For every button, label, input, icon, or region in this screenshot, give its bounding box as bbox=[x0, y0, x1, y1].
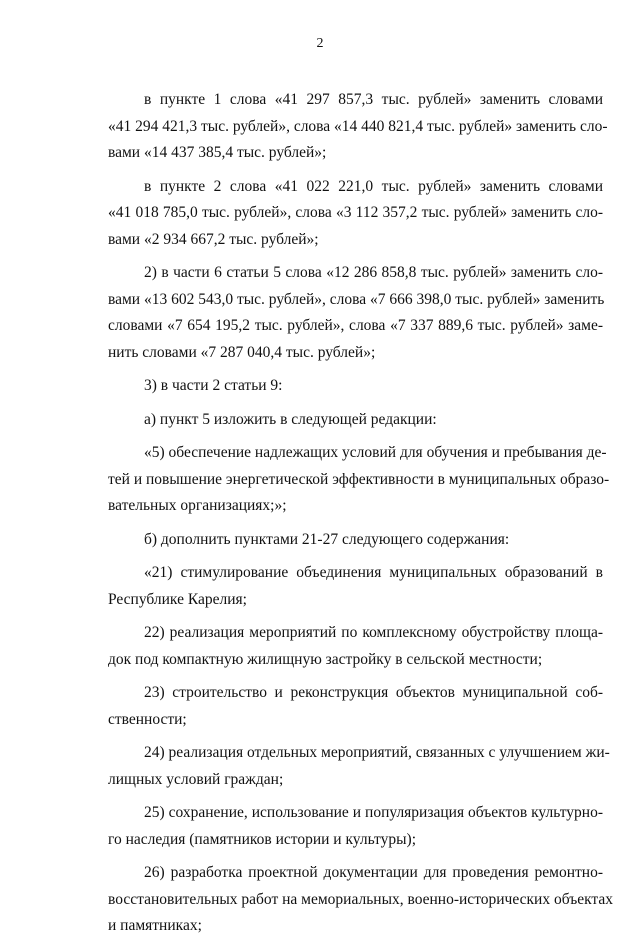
text-line: словами «7 654 195,2 тыс. рублей», слова «7 337 889,6 тыс. рублей» заме- bbox=[108, 317, 603, 334]
text-line: «21) стимулирование объединения муниципальных образований в bbox=[144, 564, 603, 581]
paragraph bbox=[108, 740, 610, 793]
text-line: «41 018 785,0 тыс. рублей», слова «3 112 357,2 тыс. рублей» заменить сло- bbox=[108, 204, 603, 221]
text-line: и памятниках; bbox=[108, 917, 202, 934]
paragraph bbox=[108, 407, 603, 434]
paragraph bbox=[108, 260, 603, 366]
text-line: в пункте 1 слова «41 297 857,3 тыс. рублей» заменить словами bbox=[144, 91, 603, 108]
text-line: лищных условий граждан; bbox=[108, 770, 284, 788]
text-line: восстановительных работ на мемориальных, военно-исторических объектах bbox=[108, 890, 614, 908]
text-line: вами «14 437 385,4 тыс. рублей»; bbox=[108, 144, 327, 161]
text-line: тей и повышение энергетической эффективности в муниципальных образо- bbox=[108, 470, 610, 488]
text-line: а) пункт 5 изложить в следующей редакции: bbox=[144, 410, 437, 428]
text-line: Республике Карелия; bbox=[108, 590, 247, 608]
text-line: вами «13 602 543,0 тыс. рублей», слова «7 666 398,0 тыс. рублей» заменить bbox=[108, 290, 605, 308]
text-line: нить словами «7 287 040,4 тыс. рублей»; bbox=[108, 343, 376, 361]
paragraph bbox=[108, 560, 603, 613]
text-line: 25) сохранение, использование и популяризация объектов культурно- bbox=[144, 804, 603, 821]
text-line: вательных организациях;»; bbox=[108, 497, 287, 514]
paragraph bbox=[108, 620, 603, 673]
text-line: 24) реализация отдельных мероприятий, связанных с улучшением жи- bbox=[144, 744, 610, 761]
text-line: го наследия (памятников истории и культуры); bbox=[108, 830, 416, 848]
text-line: ственности; bbox=[108, 710, 187, 728]
text-line: док под компактную жилищную застройку в сельской местности; bbox=[108, 650, 543, 668]
text-line: в пункте 2 слова «41 022 221,0 тыс. рублей» заменить словами bbox=[144, 177, 603, 195]
text-line: 3) в части 2 статьи 9: bbox=[144, 377, 283, 394]
paragraph bbox=[108, 527, 603, 554]
text-line: вами «2 934 667,2 тыс. рублей»; bbox=[108, 230, 319, 248]
text-line: 22) реализация мероприятий по комплексному обустройству площа- bbox=[144, 624, 603, 641]
text-line: 26) разработка проектной документации для проведения ремонтно- bbox=[144, 864, 603, 881]
document-body bbox=[108, 87, 614, 947]
paragraph bbox=[108, 373, 603, 400]
paragraph bbox=[108, 680, 603, 733]
paragraph bbox=[108, 174, 603, 254]
text-line: 2) в части 6 статьи 5 слова «12 286 858,8 тыс. рублей» заменить сло- bbox=[144, 264, 603, 281]
text-line: «41 294 421,3 тыс. рублей», слова «14 440 821,4 тыс. рублей» заменить сло- bbox=[108, 117, 608, 135]
paragraph bbox=[108, 800, 603, 853]
paragraph bbox=[108, 860, 614, 940]
paragraph bbox=[108, 440, 610, 520]
page-number: 2 bbox=[316, 36, 324, 51]
text-line: 23) строительство и реконструкция объектов муниципальной соб- bbox=[144, 684, 603, 701]
text-line: б) дополнить пунктами 21-27 следующего содержания: bbox=[144, 530, 510, 548]
paragraph bbox=[108, 87, 608, 167]
text-line: «5) обеспечение надлежащих условий для обучения и пребывания де- bbox=[144, 444, 607, 461]
